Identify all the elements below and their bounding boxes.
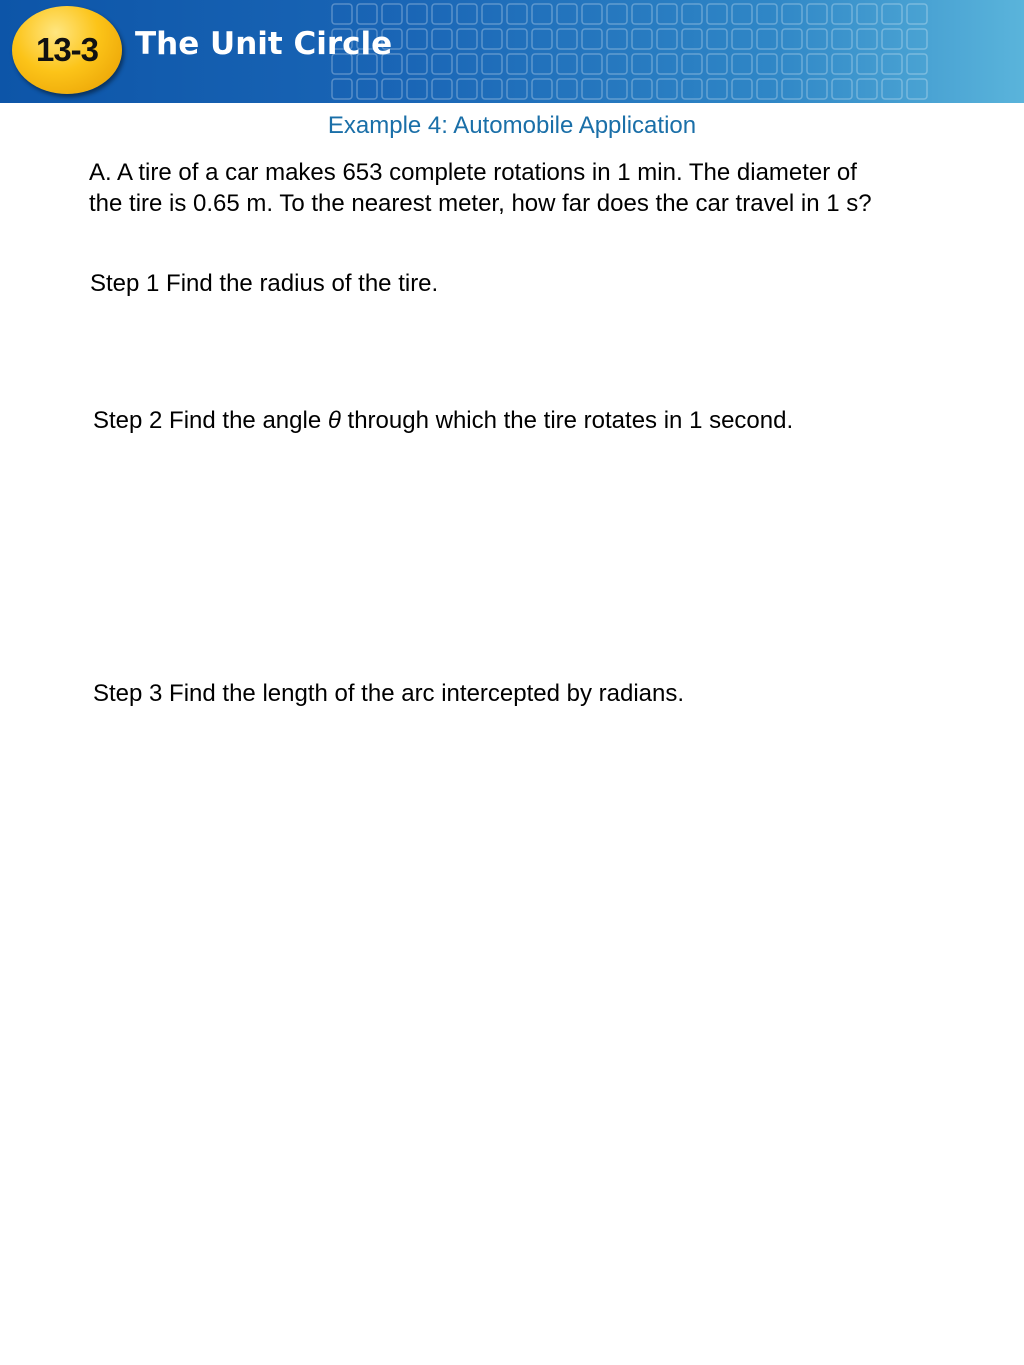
banner-grid-cell <box>857 79 877 99</box>
banner-grid-cell <box>507 79 527 99</box>
banner-grid-cell <box>632 79 652 99</box>
banner-grid-cell <box>832 54 852 74</box>
banner-grid-cell <box>732 54 752 74</box>
banner-grid-cell <box>782 54 802 74</box>
banner-grid-cell <box>682 54 702 74</box>
banner-grid-cell <box>682 79 702 99</box>
banner-grid-cell <box>882 29 902 49</box>
banner-grid-cell <box>407 54 427 74</box>
banner-grid-cell <box>457 79 477 99</box>
banner-grid-cell <box>832 79 852 99</box>
banner-grid-cell <box>632 54 652 74</box>
lesson-number: 13-3 <box>35 31 99 68</box>
header-banner <box>0 0 1024 103</box>
banner-grid-cell <box>582 79 602 99</box>
banner-grid-cell <box>807 4 827 24</box>
banner-grid-cell <box>407 29 427 49</box>
banner-grid-cell <box>782 4 802 24</box>
banner-grid-cell <box>407 79 427 99</box>
banner-grid-cell <box>732 79 752 99</box>
banner-grid-cell <box>507 54 527 74</box>
banner-grid-cell <box>782 29 802 49</box>
banner-grid-cell <box>732 4 752 24</box>
banner-grid-cell <box>607 4 627 24</box>
banner-grid-cell <box>882 4 902 24</box>
banner-grid-cell <box>657 29 677 49</box>
banner-grid-cell <box>807 29 827 49</box>
banner-grid-cell <box>407 4 427 24</box>
banner-grid-cell <box>632 29 652 49</box>
banner-grid-cell <box>582 4 602 24</box>
banner-grid-cell <box>682 29 702 49</box>
banner-grid-cell <box>682 4 702 24</box>
banner-grid-cell <box>507 4 527 24</box>
banner-grid-cell <box>582 54 602 74</box>
banner-grid-cell <box>482 29 502 49</box>
banner-grid-cell <box>332 79 352 99</box>
banner-grid-cell <box>732 29 752 49</box>
banner-grid-cell <box>907 4 927 24</box>
banner-grid-cell <box>557 29 577 49</box>
step-1-text: Step 1 Find the radius of the tire. <box>90 270 439 297</box>
banner-grid-cell <box>807 79 827 99</box>
banner-grid-cell <box>557 79 577 99</box>
step-3-text: Step 3 Find the length of the arc intercepted by radians. <box>93 680 685 707</box>
banner-grid-cell <box>457 29 477 49</box>
banner-grid-cell <box>882 54 902 74</box>
banner-grid-cell <box>657 4 677 24</box>
banner-grid-cell <box>707 29 727 49</box>
example-heading: Example 4: Automobile Application <box>327 112 697 139</box>
banner-grid-cell <box>832 4 852 24</box>
banner-grid-cell <box>432 29 452 49</box>
banner-grid-cell <box>657 54 677 74</box>
banner-grid-cell <box>807 54 827 74</box>
problem-statement <box>89 157 969 219</box>
banner-grid-cell <box>757 79 777 99</box>
step-2-prefix: Step 2 Find the angle <box>93 407 328 434</box>
banner-grid-cell <box>457 4 477 24</box>
banner-grid-cell <box>907 29 927 49</box>
banner-grid-cell <box>532 4 552 24</box>
banner-grid-cell <box>707 4 727 24</box>
lesson-title: The Unit Circle <box>135 26 393 62</box>
banner-grid-cell <box>857 29 877 49</box>
banner-grid-cell <box>357 79 377 99</box>
banner-grid-cell <box>482 54 502 74</box>
banner-grid-cell <box>482 79 502 99</box>
banner-grid-cell <box>332 4 352 24</box>
banner-grid-cell <box>557 4 577 24</box>
banner-grid-cell <box>882 79 902 99</box>
banner-grid-cell <box>907 79 927 99</box>
banner-grid-cell <box>382 79 402 99</box>
banner-grid-cell <box>707 79 727 99</box>
banner-grid-cell <box>582 29 602 49</box>
banner-grid-cell <box>782 79 802 99</box>
theta-symbol: θ <box>327 407 341 434</box>
banner-grid-cell <box>432 79 452 99</box>
banner-grid-cell <box>607 29 627 49</box>
banner-grid-cell <box>557 54 577 74</box>
banner-grid-cell <box>857 54 877 74</box>
problem-line: the tire is 0.65 m. To the nearest meter, how far does the car travel in 1 s? <box>89 190 872 217</box>
banner-grid-cell <box>532 29 552 49</box>
problem-line: A. A tire of a car makes 653 complete rotations in 1 min. The diameter of <box>89 159 857 186</box>
banner-grid-cell <box>632 4 652 24</box>
banner-grid-cell <box>507 29 527 49</box>
lesson-badge <box>12 6 122 94</box>
banner-grid-cell <box>657 79 677 99</box>
banner-grid-cell <box>532 54 552 74</box>
banner-grid-cell <box>757 29 777 49</box>
banner-grid-cell <box>357 4 377 24</box>
banner-grid-cell <box>757 4 777 24</box>
banner-grid-pattern <box>330 2 1024 102</box>
banner-grid-cell <box>532 79 552 99</box>
banner-grid-cell <box>907 54 927 74</box>
banner-grid-cell <box>832 29 852 49</box>
banner-grid-cell <box>432 54 452 74</box>
step-2-suffix: through which the tire rotates in 1 second. <box>340 407 794 434</box>
banner-grid-cell <box>607 79 627 99</box>
banner-grid-cell <box>607 54 627 74</box>
banner-grid-cell <box>482 4 502 24</box>
banner-grid-cell <box>707 54 727 74</box>
banner-grid-cell <box>382 4 402 24</box>
banner-grid-cell <box>757 54 777 74</box>
banner-grid-cell <box>432 4 452 24</box>
step-2-text <box>93 407 793 435</box>
banner-grid-cell <box>857 4 877 24</box>
banner-grid-cell <box>457 54 477 74</box>
